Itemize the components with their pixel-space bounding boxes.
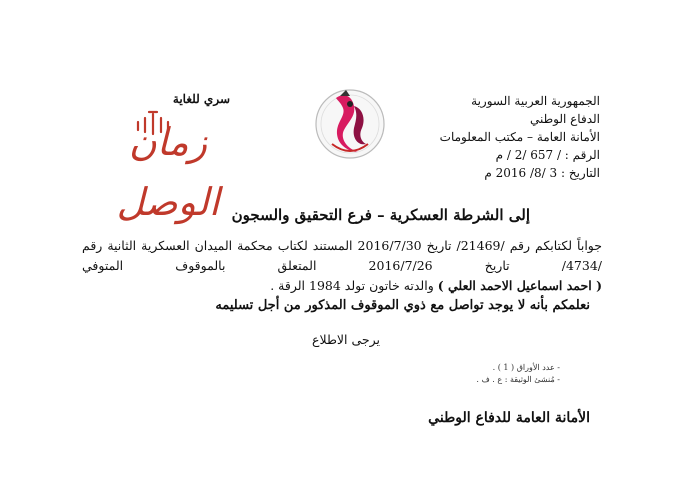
letter-recipient-title: إلى الشرطة العسكرية – فرع التحقيق والسجون xyxy=(231,206,530,224)
detainee-name: ( احمد اسماعيل الاحمد العلي ) xyxy=(437,278,602,293)
header-office: الأمانة العامة – مكتب المعلومات xyxy=(439,130,600,144)
attachments-count: - عدد الأوراق ( 1 ) . xyxy=(492,363,560,372)
letter-closing: يرجى الاطلاع xyxy=(312,332,380,347)
body-line-2: /4734/ تاريخ 2016/7/26 المتعلق بالموقوف المتوفي xyxy=(82,258,602,273)
letterhead xyxy=(360,92,600,182)
document-author-code: - مُنشئ الوثيقة : ع . ف . xyxy=(476,375,560,384)
header-country: الجمهورية العربية السورية xyxy=(471,94,600,108)
national-defense-emblem-icon xyxy=(310,78,390,168)
header-date: التاريخ : 3 /8/ 2016 م xyxy=(484,166,600,180)
signature-block: الأمانة العامة للدفاع الوطني xyxy=(428,410,590,426)
attachments-note xyxy=(400,362,560,386)
classification-label: سري للغاية xyxy=(172,92,230,106)
body-line-1: جواباً لكتابكم رقم /21469/ تاريخ 2016/7/30 المستند لكتاب محكمة الميدان العسكرية الثانية رقم xyxy=(82,238,602,253)
zaman-alwasl-logo: زمان الوصل xyxy=(116,120,220,224)
letter-body xyxy=(82,236,602,296)
header-reference-number: الرقم : / 657 /2 / م xyxy=(495,148,600,162)
letter-notice: نعلمكم بأنه لا يوجد تواصل مع ذوي الموقوف المذكور من أجل تسليمه xyxy=(215,298,590,313)
detainee-details: والدته خاتون تولد 1984 الرقة . xyxy=(270,278,434,293)
body-line-3 xyxy=(82,276,602,296)
header-department: الدفاع الوطني xyxy=(529,112,600,126)
